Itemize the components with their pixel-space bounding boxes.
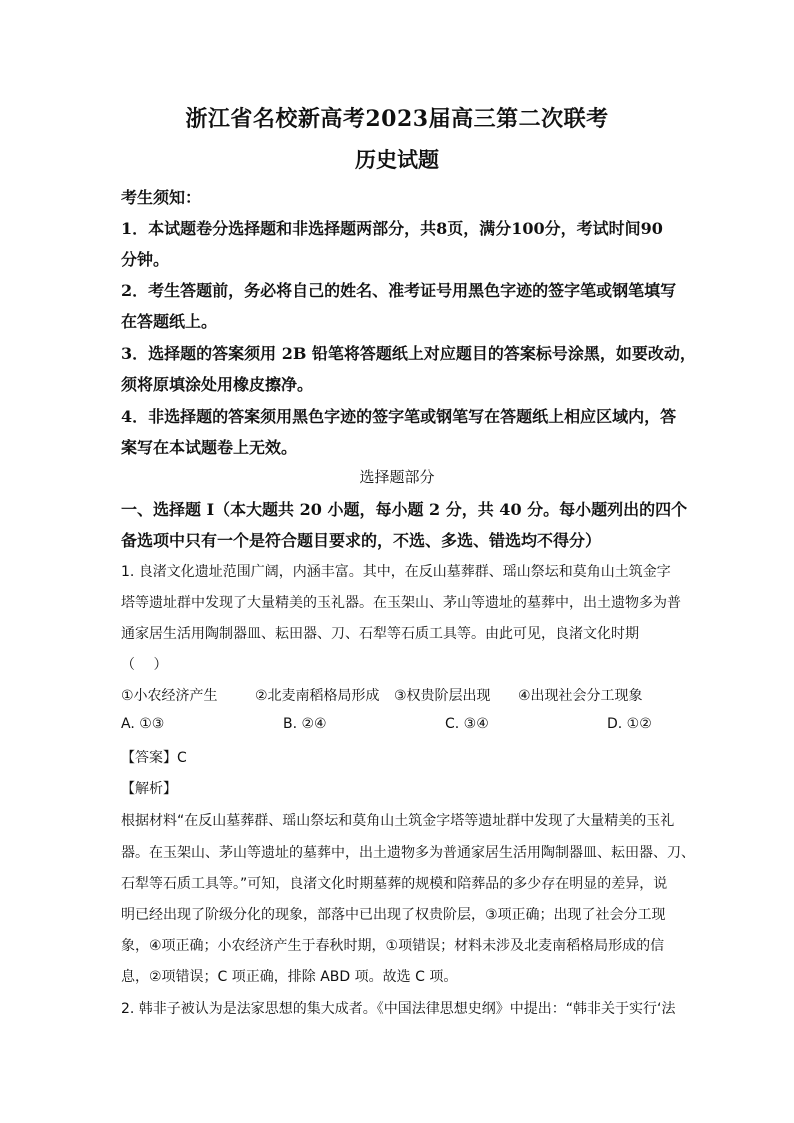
q1-answer: 【答案】C xyxy=(121,750,187,766)
notice-heading: 考生须知： xyxy=(121,188,202,207)
exam-title: 浙江省名校新高考2023届高三第二次联考 xyxy=(185,106,609,132)
q1-analysis-line: 息，②项错误；C 项正确，排除 ABD 项。故选 C 项。 xyxy=(121,969,458,985)
section-instruction: 一、选择题 I（本大题共 20 小题，每小题 2 分，共 40 分。每小题列出的四个 xyxy=(121,500,688,519)
q1-option-d: D. ①② xyxy=(607,716,652,732)
q1-stem-line: 1. 良渚文化遗址范围广阔，内涵丰富。其中，在反山墓葬群、瑶山祭坛和莫角山土筑金字 xyxy=(121,564,671,580)
q1-analysis-line: 象，④项正确；小农经济产生于春秋时期，①项错误；材料未涉及北麦南稻格局形成的信 xyxy=(121,938,665,954)
notice-line: 1．本试题卷分选择题和非选择题两部分，共8页，满分100分，考试时间90 xyxy=(121,219,663,238)
notice-line: 4．非选择题的答案须用黑色字迹的签字笔或钢笔写在答题纸上相应区域内，答 xyxy=(121,407,677,426)
q1-option-a: A. ①③ xyxy=(121,716,165,732)
notice-line: 在答题纸上。 xyxy=(121,312,218,331)
q1-statement: ①小农经济产生 xyxy=(121,688,218,704)
q1-option-c: C. ③④ xyxy=(445,716,489,732)
section-instruction: 备选项中只有一个是符合题目要求的，不选、多选、错选均不得分） xyxy=(121,531,602,550)
q1-analysis-line: 器。在玉架山、茅山等遗址的墓葬中，出土遗物多为普通家居生活用陶制器皿、耘田器、刀、 xyxy=(121,845,695,861)
notice-line: 分钟。 xyxy=(121,250,170,269)
notice-line: 案写在本试题卷上无效。 xyxy=(121,438,298,457)
q1-analysis-line: 石犁等石质工具等。”可知，良渚文化时期墓葬的规模和陪葬品的多少存在明显的差异，说 xyxy=(121,876,668,892)
notice-line: 3．选择题的答案须用 2B 铅笔将答题纸上对应题目的答案标号涂黑，如要改动， xyxy=(121,344,696,363)
q1-stem-line: 通家居生活用陶制器皿、耘田器、刀、石犁等石质工具等。由此可见，良渚文化时期 xyxy=(121,626,639,642)
q1-statement: ②北麦南稻格局形成 xyxy=(255,688,380,704)
q1-analysis-heading: 【解析】 xyxy=(121,781,177,797)
q1-answer-blank: （ ） xyxy=(121,657,168,673)
q1-stem-line: 塔等遗址群中发现了大量精美的玉礼器。在玉架山、茅山等遗址的墓葬中，出土遗物多为普 xyxy=(121,595,681,611)
q2-stem-line: 2. 韩非子被认为是法家思想的集大成者。《中国法律思想史纲》中提出：“韩非关于实行‘法 xyxy=(121,1001,676,1017)
section-title: 选择题部分 xyxy=(359,468,435,486)
subject-title: 历史试题 xyxy=(355,147,439,172)
q1-analysis-line: 明已经出现了阶级分化的现象，部落中已出现了权贵阶层，③项正确；出现了社会分工现 xyxy=(121,907,666,923)
notice-line: 须将原填涂处用橡皮擦净。 xyxy=(121,375,314,394)
q1-analysis-line: 根据材料“在反山墓葬群、瑶山祭坛和莫角山土筑金字塔等遗址群中发现了大量精美的玉礼 xyxy=(121,813,675,829)
q1-statement: ③权贵阶层出现 xyxy=(394,688,491,704)
q1-statement: ④出现社会分工现象 xyxy=(518,688,643,704)
q1-option-b: B. ②④ xyxy=(283,716,327,732)
notice-line: 2．考生答题前，务必将自己的姓名、准考证号用黑色字迹的签字笔或钢笔填写 xyxy=(121,281,677,300)
